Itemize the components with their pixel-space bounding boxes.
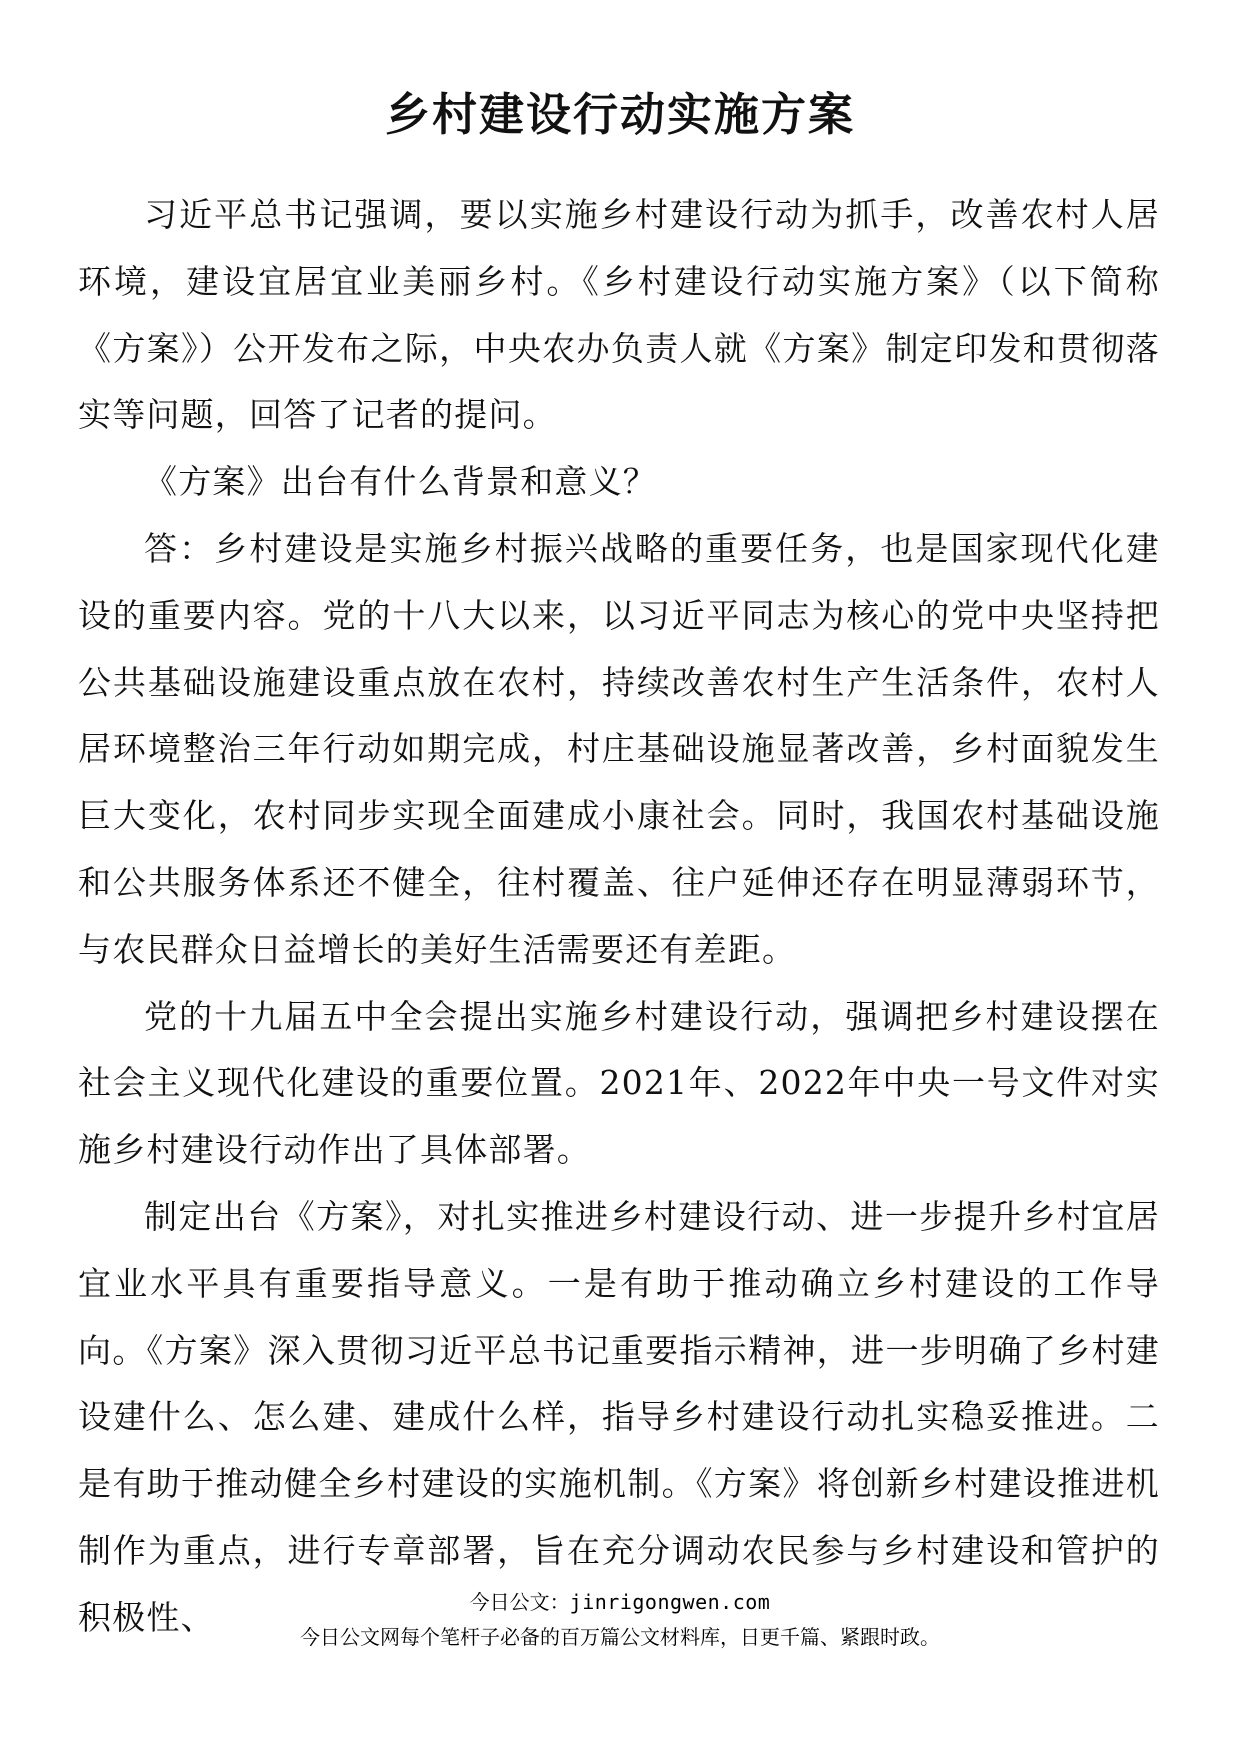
footer-site-line bbox=[0, 1589, 1240, 1615]
paragraph-question: 《方案》出台有什么背景和意义？ bbox=[144, 462, 657, 502]
document-body bbox=[78, 182, 1160, 1652]
footer-slogan: 今日公文网每个笔杆子必备的百万篇公文材料库，日更千篇、紧跟时政。 bbox=[300, 1625, 940, 1649]
footer-site-url[interactable]: jinrigongwen.com bbox=[569, 1590, 771, 1614]
page-footer bbox=[0, 1589, 1240, 1651]
paragraph-significance: 制定出台《方案》，对扎实推进乡村建设行动、进一步提升乡村宜居宜业水平具有重要指导意义。一是有助于推动确立乡村建设的工作导向。《方案》深入贯彻习近平总书记重要指示精神，进一步明确了乡村建设建什么、怎么建、建成什么样，指导乡村建设行动扎实稳妥推进。二是有助于推动健全乡村建设的实施机制。《方案》将创新乡村建设推进机制作为重点，进行专章部署，旨在充分调动农民参与乡村建设和管护的积极性、 bbox=[78, 1196, 1160, 1637]
paragraph-answer: 答：乡村建设是实施乡村振兴战略的重要任务，也是国家现代化建设的重要内容。党的十八大以来，以习近平同志为核心的党中央坚持把公共基础设施建设重点放在农村，持续改善农村生产生活条件，农村人居环境整治三年行动如期完成，村庄基础设施显著改善，乡村面貌发生巨大变化，农村同步实现全面建成小康社会。同时，我国农村基础设施和公共服务体系还不健全，往村覆盖、往户延伸还存在明显薄弱环节，与农民群众日益增长的美好生活需要还有差距。 bbox=[78, 528, 1160, 969]
footer-site-label: 今日公文： bbox=[469, 1590, 570, 1614]
page-title: 乡村建设行动实施方案 bbox=[384, 88, 855, 141]
paragraph-intro: 习近平总书记强调，要以实施乡村建设行动为抓手，改善农村人居环境，建设宜居宜业美丽乡村。《乡村建设行动实施方案》（以下简称《方案》）公开发布之际，中央农办负责人就《方案》制定印发和贯彻落实等问题，回答了记者的提问。 bbox=[78, 195, 1160, 435]
paragraph-plenum: 党的十九届五中全会提出实施乡村建设行动，强调把乡村建设摆在社会主义现代化建设的重要位置。2021年、2022年中央一号文件对实施乡村建设行动作出了具体部署。 bbox=[78, 996, 1160, 1170]
